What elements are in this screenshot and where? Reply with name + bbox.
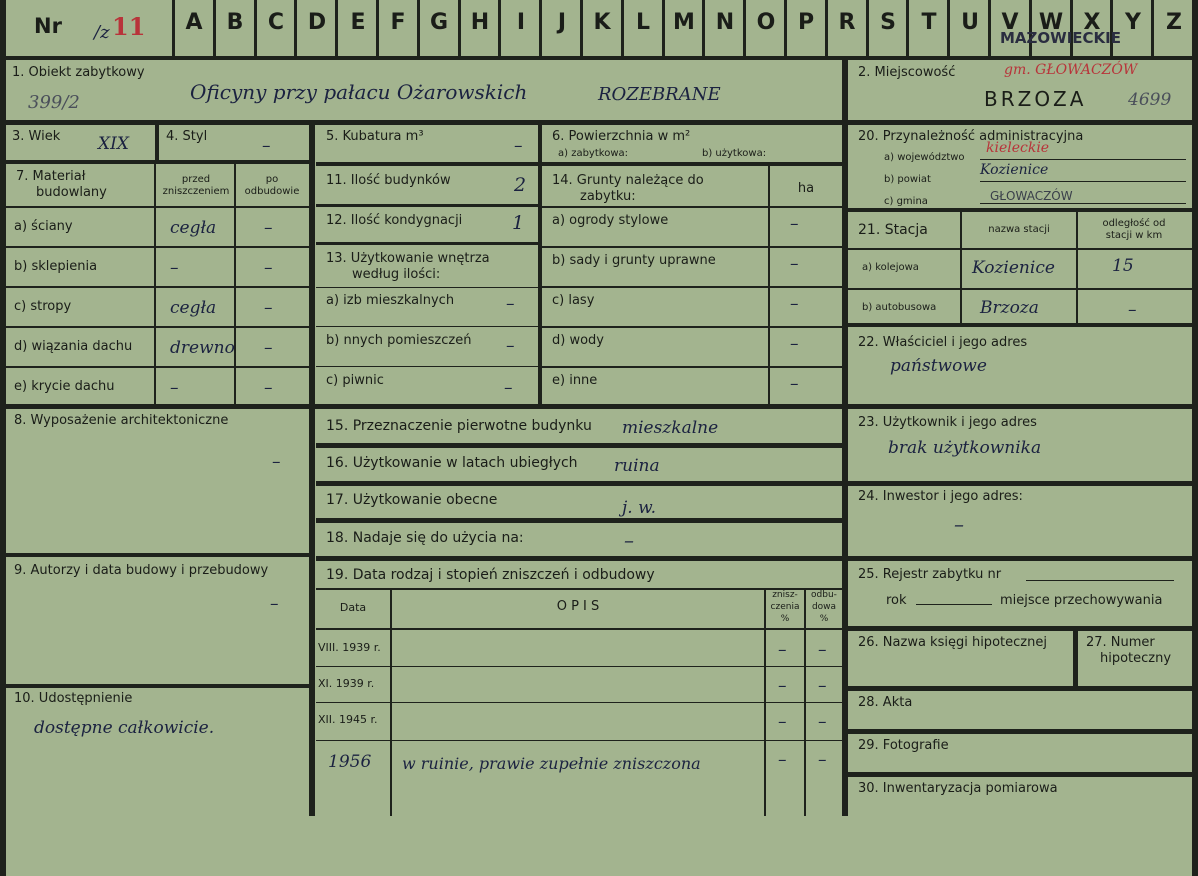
rule	[155, 125, 159, 163]
letter-divider	[988, 0, 991, 58]
f14-row-label: d) wody	[552, 333, 604, 348]
index-letter: E	[350, 10, 366, 35]
f13-b-value: –	[506, 336, 515, 356]
rule	[980, 181, 1186, 182]
rule	[6, 206, 310, 208]
letter-divider	[417, 0, 420, 58]
f14-label-1: 14. Grunty należące do	[552, 173, 704, 188]
rule	[542, 206, 842, 208]
index-letter: O	[756, 10, 776, 35]
letter-divider	[254, 0, 257, 58]
index-letter: A	[185, 10, 203, 35]
rule	[154, 164, 156, 405]
f4-value: –	[262, 136, 271, 156]
letter-divider	[458, 0, 461, 58]
f15-label: 15. Przeznaczenie pierwotne budynku	[326, 418, 592, 434]
f7-row-after: –	[264, 338, 273, 358]
rule	[848, 208, 1192, 212]
f14-row-value: –	[790, 334, 799, 354]
f24-value: –	[954, 512, 964, 536]
f19-row-date: 1956	[328, 752, 372, 772]
f22-label: 22. Właściciel i jego adres	[858, 335, 1028, 350]
letter-divider	[1151, 0, 1154, 58]
f19-row-date: XI. 1939 r.	[318, 677, 375, 690]
rule	[316, 443, 842, 448]
nr-suffix: /z	[94, 22, 110, 43]
f2-code: 4699	[1128, 90, 1172, 110]
letter-divider	[294, 0, 297, 58]
f19-col-o1: odbu-	[811, 590, 837, 600]
f12-label: 12. Ilość kondygnacji	[326, 213, 463, 228]
f7-row-before: cegła	[170, 298, 217, 318]
rule	[848, 323, 1192, 327]
f19-row-rebuild: –	[818, 712, 827, 732]
rule	[1076, 212, 1078, 324]
letter-divider	[498, 0, 501, 58]
f8-label: 8. Wyposażenie architektoniczne	[14, 413, 229, 428]
f19-label: 19. Data rodzaj i stopień zniszczeń i odbudowy	[326, 567, 655, 583]
f7-row-before: drewno	[170, 338, 235, 358]
f14-row-label: a) ogrody stylowe	[552, 213, 669, 228]
f21-col-km-1: odległość od	[1102, 218, 1166, 229]
rule	[1073, 631, 1078, 687]
f1-label: 1. Obiekt zabytkowy	[12, 65, 145, 80]
index-letter: I	[516, 10, 526, 35]
f19-row-rebuild: –	[818, 676, 827, 696]
rule	[0, 0, 6, 876]
f14-unit: ha	[797, 181, 815, 196]
f19-row-date: VIII. 1939 r.	[318, 641, 381, 654]
f21-b: b) autobusowa	[862, 302, 937, 313]
f7-row-label: b) sklepienia	[14, 259, 98, 274]
rule	[316, 162, 842, 166]
index-letter: Y	[1125, 10, 1141, 35]
index-letter: G	[429, 10, 449, 35]
f7-row-label: a) ściany	[14, 219, 73, 234]
f19-col-z2: czenia	[770, 602, 800, 612]
index-letter: R	[838, 10, 856, 35]
rule	[6, 120, 1192, 125]
f18-label: 18. Nadaje się do użycia na:	[326, 530, 524, 546]
f24-label: 24. Inwestor i jego adres:	[858, 489, 1023, 504]
rule	[316, 481, 842, 486]
rule	[6, 553, 310, 557]
rule	[316, 628, 842, 630]
f19-row-date: XII. 1945 r.	[318, 713, 378, 726]
f21-a: a) kolejowa	[862, 262, 919, 273]
rule	[316, 242, 538, 245]
f19-col-z3: %	[780, 614, 790, 624]
rule	[390, 590, 392, 816]
f9-value: –	[270, 594, 279, 614]
index-letter: M	[673, 10, 695, 35]
f11-value: 2	[514, 174, 527, 196]
f7-row-after: –	[264, 218, 273, 238]
f7-col-after-1: po	[265, 174, 279, 185]
f2-value: BRZOZA	[984, 87, 1087, 111]
rule	[316, 702, 842, 703]
rule	[316, 556, 842, 561]
letter-divider	[743, 0, 746, 58]
f6-b: b) użytkowa:	[702, 148, 767, 159]
f2-gmina-note: gm. GŁOWACZÓW	[1004, 62, 1138, 78]
rule	[316, 326, 538, 327]
f18-value: –	[624, 528, 634, 552]
f1-value: Oficyny przy pałacu Ożarowskich	[190, 80, 528, 104]
f7-row-after: –	[264, 378, 273, 398]
f19-row-destruction: –	[778, 640, 787, 660]
f25-label: 25. Rejestr zabytku nr	[858, 567, 1002, 582]
f14-row-label: b) sady i grunty uprawne	[552, 253, 716, 268]
f20-a: a) województwo	[884, 152, 965, 163]
f21-label: 21. Stacja	[858, 222, 928, 238]
f17-value: j. w.	[622, 498, 657, 518]
f7-row-before: –	[170, 258, 179, 278]
f7-row-label: d) wiązania dachu	[14, 339, 133, 354]
index-letter: P	[797, 10, 815, 35]
rule	[848, 248, 1192, 250]
rule	[848, 729, 1192, 734]
f25-miejsce: miejsce przechowywania	[1000, 593, 1163, 608]
letter-divider	[335, 0, 338, 58]
f15-value: mieszkalne	[622, 418, 719, 438]
f19-row-destruction: –	[778, 676, 787, 696]
letter-divider	[702, 0, 705, 58]
f19-row-destruction: –	[778, 750, 787, 770]
f7-row-after: –	[264, 258, 273, 278]
nr-value: 11	[112, 12, 146, 41]
f23-value: brak użytkownika	[888, 438, 1042, 458]
index-letter: H	[470, 10, 490, 35]
f20-b-value: Kozienice	[980, 162, 1049, 178]
rule	[316, 204, 538, 207]
index-letter: Z	[1166, 10, 1182, 35]
letter-divider	[580, 0, 583, 58]
f14-row-value: –	[790, 214, 799, 234]
rule	[6, 286, 310, 288]
f20-c: c) gmina	[884, 196, 928, 207]
f3-label: 3. Wiek	[12, 129, 61, 144]
letter-divider	[784, 0, 787, 58]
f7-label-2: budowlany	[36, 185, 107, 200]
f7-label-1: 7. Materiał	[16, 169, 86, 184]
rule	[916, 604, 992, 605]
f21-b-km: –	[1128, 300, 1137, 320]
f27-label-2: hipoteczny	[1100, 651, 1172, 666]
f7-col-before-2: zniszczeniem	[162, 186, 230, 197]
rule	[1192, 0, 1198, 876]
f19-row-desc: w ruinie, prawie zupełnie zniszczona	[402, 754, 701, 773]
f19-col-desc: O P I S	[556, 599, 600, 614]
f19-col-o2: dowa	[811, 602, 837, 612]
index-letter: J	[557, 10, 567, 35]
rule	[309, 125, 315, 816]
index-letter: V	[1001, 10, 1019, 35]
f19-col-o3: %	[819, 614, 829, 624]
index-letter: B	[226, 10, 244, 35]
nr-label: Nr	[34, 14, 62, 38]
f7-col-before-1: przed	[181, 174, 211, 185]
letter-divider	[621, 0, 624, 58]
rule	[542, 286, 842, 288]
f11-label: 11. Ilość budynków	[326, 173, 451, 188]
rule	[316, 287, 538, 288]
f20-c-value: GŁOWACZÓW	[990, 189, 1073, 203]
index-letter: C	[267, 10, 285, 35]
f19-row-rebuild: –	[818, 640, 827, 660]
rule	[842, 60, 848, 816]
f21-a-km: 15	[1112, 256, 1134, 276]
rule	[538, 125, 542, 405]
f19-col-z1: znisz-	[772, 590, 798, 600]
letter-divider	[376, 0, 379, 58]
letter-divider	[866, 0, 869, 58]
rule	[316, 740, 842, 741]
f6-a: a) zabytkowa:	[558, 148, 628, 159]
f14-row-label: c) lasy	[552, 293, 595, 308]
f7-row-after: –	[264, 298, 273, 318]
rule	[316, 518, 842, 523]
f21-col-name: nazwa stacji	[988, 224, 1050, 235]
rule	[6, 246, 310, 248]
f10-value: dostępne całkowicie.	[34, 718, 215, 738]
letter-divider	[662, 0, 665, 58]
rule	[542, 366, 842, 368]
f10-label: 10. Udostępnienie	[14, 691, 133, 706]
f29-label: 29. Fotografie	[858, 738, 949, 753]
rule	[1026, 580, 1174, 581]
f19-row-rebuild: –	[818, 750, 827, 770]
f20-b: b) powiat	[884, 174, 931, 185]
f13-c: c) piwnic	[326, 373, 384, 388]
f14-row-value: –	[790, 294, 799, 314]
f21-b-name: Brzoza	[980, 298, 1039, 318]
f20-a-value: kieleckie	[986, 140, 1050, 156]
f5-value: –	[514, 136, 523, 156]
f22-value: państwowe	[890, 356, 987, 376]
rule	[848, 772, 1192, 777]
rule	[848, 288, 1192, 290]
rule	[542, 326, 842, 328]
f7-col-after-2: odbudowie	[244, 186, 300, 197]
f5-label: 5. Kubatura m³	[326, 129, 424, 144]
f13-label-2: według ilości:	[352, 267, 441, 282]
f16-label: 16. Użytkowanie w latach ubiegłych	[326, 455, 578, 471]
f2-label: 2. Miejscowość	[858, 65, 956, 80]
letter-divider	[539, 0, 542, 58]
f25-rok: rok	[886, 593, 907, 608]
rule	[848, 626, 1192, 631]
rule	[848, 481, 1192, 486]
f1-number: 399/2	[28, 92, 80, 113]
f6-label: 6. Powierzchnia w m²	[552, 129, 691, 144]
index-letter: S	[880, 10, 896, 35]
f7-row-label: e) krycie dachu	[14, 379, 115, 394]
rule	[6, 684, 310, 688]
rule	[0, 56, 1198, 60]
f3-value: XIX	[98, 134, 129, 154]
index-letter: U	[961, 10, 979, 35]
f20-label: 20. Przynależność administracyjna	[858, 129, 1084, 144]
index-letter: D	[307, 10, 327, 35]
f7-row-label: c) stropy	[14, 299, 72, 314]
rule	[6, 326, 310, 328]
f14-label-2: zabytku:	[580, 189, 636, 204]
letter-divider	[906, 0, 909, 58]
f7-row-before: cegła	[170, 218, 217, 238]
rule	[6, 404, 1192, 409]
index-letter: W	[1038, 10, 1064, 35]
f13-a-value: –	[506, 294, 515, 314]
rule	[234, 164, 236, 405]
index-letter: X	[1083, 10, 1101, 35]
f14-row-value: –	[790, 254, 799, 274]
letter-divider	[947, 0, 950, 58]
rule	[960, 212, 962, 324]
letter-divider	[172, 0, 175, 58]
rule	[980, 159, 1186, 160]
index-letter: L	[635, 10, 651, 35]
region-stamp: MAZOWIECKIE	[1000, 29, 1121, 47]
rule	[6, 366, 310, 368]
rule	[848, 556, 1192, 561]
rule	[848, 686, 1192, 691]
f23-label: 23. Użytkownik i jego adres	[858, 415, 1037, 430]
f13-a: a) izb mieszkalnych	[326, 293, 455, 308]
f7-row-before: –	[170, 378, 179, 398]
f19-row-destruction: –	[778, 712, 787, 732]
f13-label-1: 13. Użytkowanie wnętrza	[326, 251, 490, 266]
rule	[316, 666, 842, 667]
index-letter: T	[921, 10, 937, 35]
f8-value: –	[272, 452, 281, 472]
f9-label: 9. Autorzy i data budowy i przebudowy	[14, 563, 269, 578]
letter-divider	[213, 0, 216, 58]
f28-label: 28. Akta	[858, 695, 913, 710]
f16-value: ruina	[614, 456, 660, 476]
index-letter: F	[390, 10, 406, 35]
f30-label: 30. Inwentaryzacja pomiarowa	[858, 781, 1058, 796]
f12-value: 1	[512, 212, 525, 234]
f17-label: 17. Użytkowanie obecne	[326, 492, 498, 508]
rule	[542, 246, 842, 248]
f14-row-label: e) inne	[552, 373, 598, 388]
f1-status: ROZEBRANE	[598, 84, 721, 105]
rule	[316, 366, 538, 367]
f4-label: 4. Styl	[166, 129, 208, 144]
f13-b: b) nnych pomieszczeń	[326, 333, 472, 348]
index-letter: K	[593, 10, 611, 35]
f19-col-date: Data	[339, 601, 367, 614]
index-letter: N	[715, 10, 735, 35]
f27-label-1: 27. Numer	[1086, 635, 1155, 650]
f21-col-km-2: stacji w km	[1105, 230, 1163, 241]
letter-divider	[825, 0, 828, 58]
f26-label: 26. Nazwa księgi hipotecznej	[858, 635, 1047, 650]
f13-c-value: –	[504, 378, 513, 398]
f14-row-value: –	[790, 374, 799, 394]
f21-a-name: Kozienice	[972, 258, 1055, 278]
rule	[980, 203, 1186, 204]
